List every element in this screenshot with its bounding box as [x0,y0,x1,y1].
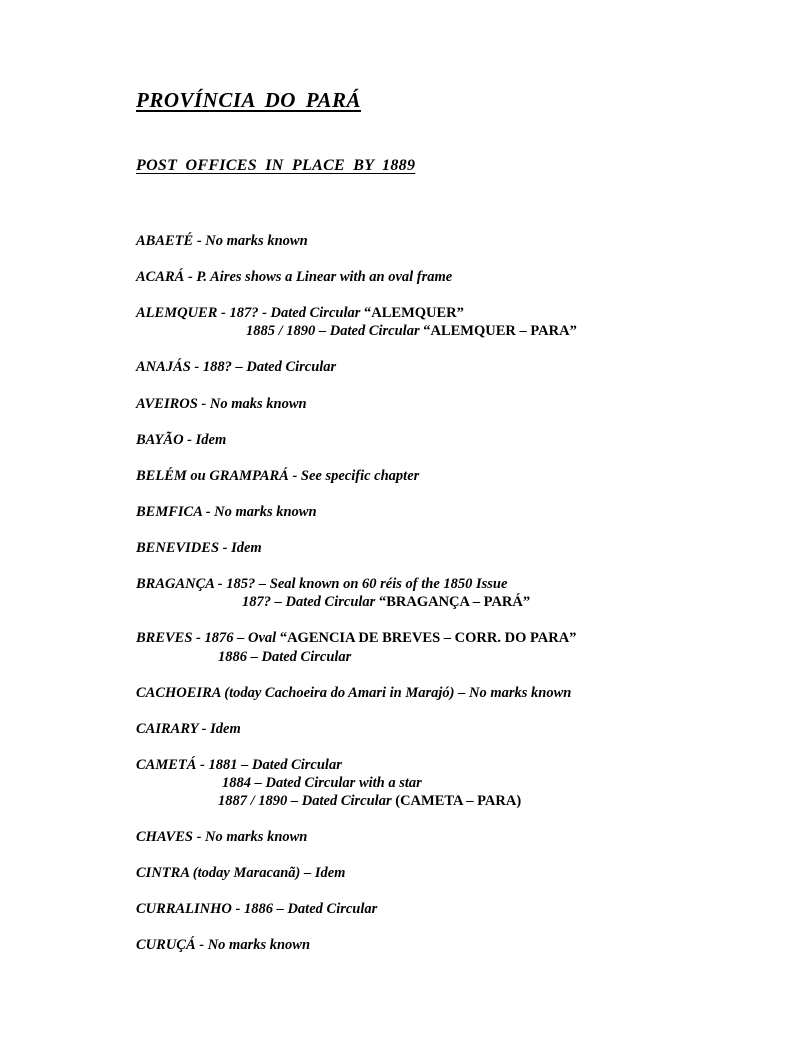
entry-cameta-line3 [218,792,521,810]
entry-alemquer-line2 [246,322,577,340]
entry-benevides: BENEVIDES - Idem [136,540,262,556]
entry-alemquer-quote: “ALEMQUER” [364,305,464,321]
entry-alemquer-text: ALEMQUER - 187? - Dated Circular [136,305,364,321]
entry-cintra: CINTRA (today Maracanã) – Idem [136,865,346,881]
entry-breves-line2-text: 1886 – Dated Circular [218,649,352,665]
entry-belem: BELÉM ou GRAMPARÁ - See specific chapter [136,468,420,484]
entry-abaete: ABAETÉ - No marks known [136,233,308,249]
entry-cameta-line2 [222,774,422,792]
entry-acara: ACARÁ - P. Aires shows a Linear with an oval frame [136,269,453,285]
entry-braganca-line2 [242,593,530,611]
entry-cameta-line2-text: 1884 – Dated Circular with a star [222,775,422,791]
entry-aveiros: AVEIROS - No maks known [136,396,307,412]
entry-alemquer-line2-text: 1885 / 1890 – Dated Circular [246,323,424,339]
entry-braganca-line2-text: 187? – Dated Circular [242,594,379,610]
page-title: PROVÍNCIA DO PARÁ [136,88,361,112]
entry-braganca-text: BRAGANÇA - 185? – Seal known on 60 réis of the 1850 Issue [136,576,508,592]
entry-curralinho: CURRALINHO - 1886 – Dated Circular [136,901,378,917]
entry-bemfica: BEMFICA - No marks known [136,504,317,520]
entry-breves [136,629,576,647]
entry-breves-quote: “AGENCIA DE BREVES – CORR. DO PARA” [279,630,577,646]
entry-cachoeira: CACHOEIRA (today Cachoeira do Amari in Marajó) – No marks known [136,685,572,701]
entry-curuca: CURUÇÁ - No marks known [136,937,311,953]
entry-cameta-line3-text: 1887 / 1890 – Dated Circular [218,793,396,809]
entry-alemquer [136,304,464,322]
entry-breves-line2 [218,648,351,666]
page-subtitle: POST OFFICES IN PLACE BY 1889 [136,157,416,174]
entry-bayao: BAYÃO - Idem [136,432,227,448]
entry-anajas: ANAJÁS - 188? – Dated Circular [136,359,337,375]
entry-cameta-text: CAMETÁ - 1881 – Dated Circular [136,757,342,773]
entry-braganca [136,575,507,593]
entry-cairary: CAIRARY - Idem [136,721,241,737]
entry-braganca-line2-quote: “BRAGANÇA – PARÁ” [378,594,531,610]
entry-breves-text: BREVES - 1876 – Oval [136,630,280,646]
entry-cameta [136,756,342,774]
entry-cameta-line3-quote: (CAMETA – PARA) [395,793,522,809]
entry-chaves: CHAVES - No marks known [136,829,308,845]
entry-alemquer-line2-quote: “ALEMQUER – PARA” [423,323,577,339]
